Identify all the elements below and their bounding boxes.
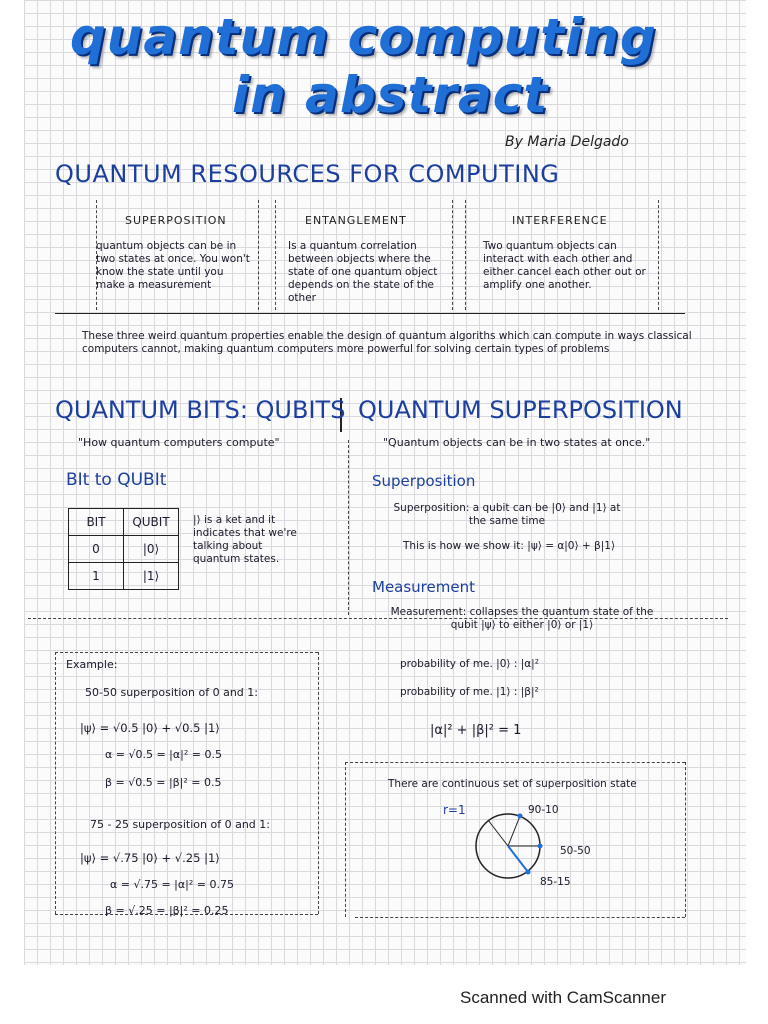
measurement-definition: Measurement: collapses the quantum state of the qubit |ψ⟩ to either |0⟩ or |1⟩ (390, 606, 654, 631)
example-2-state: |ψ⟩ = √.75 |0⟩ + √.25 |1⟩ (80, 851, 220, 865)
table-header: QUBIT (124, 509, 179, 536)
example-1-state: |ψ⟩ = √0.5 |0⟩ + √0.5 |1⟩ (80, 721, 220, 735)
col-text-interference: Two quantum objects can interact with each other and either cancel each other out or amplify one another. (483, 240, 646, 291)
table-header: BIT (69, 509, 124, 536)
section-divider (345, 762, 685, 763)
table-cell: |0⟩ (124, 536, 179, 563)
title-line-1: quantum computing (70, 8, 657, 66)
author: By Maria Delgado (505, 134, 629, 150)
example-1-alpha: α = √0.5 = |α|² = 0.5 (105, 748, 222, 761)
superposition-subheading: Superposition (372, 472, 476, 490)
example-1-title: 50-50 superposition of 0 and 1: (85, 686, 258, 699)
table-cell: 0 (69, 536, 124, 563)
point-50-50 (538, 844, 543, 849)
example-2-title: 75 - 25 superposition of 0 and 1: (90, 818, 270, 831)
col-title-entanglement: ENTANGLEMENT (305, 214, 407, 227)
col-text-superposition: quantum objects can be in two states at once. You won't know the state until you make a measurement (96, 240, 250, 291)
normalization-formula: |α|² + |β|² = 1 (430, 723, 522, 738)
divider (348, 440, 349, 615)
resources-heading: QUANTUM RESOURCES FOR COMPUTING (55, 160, 560, 188)
measurement-subheading: Measurement (372, 578, 475, 596)
divider (685, 762, 686, 917)
scanner-watermark: Scanned with CamScanner (460, 988, 667, 1007)
radius-line (488, 820, 508, 846)
radius-line (508, 846, 528, 872)
col-title-interference: INTERFERENCE (512, 214, 608, 227)
section-divider (355, 917, 685, 918)
superposition-formula: This is how we show it: |ψ⟩ = α|0⟩ + β|1⟩ (403, 540, 616, 552)
label-85-15: 85-15 (540, 876, 571, 888)
section-divider (55, 652, 318, 653)
example-1-beta: β = √0.5 = |β|² = 0.5 (105, 776, 222, 789)
radius-label: r=1 (443, 803, 466, 817)
bit-qubit-table (68, 508, 179, 590)
table-row (69, 563, 179, 590)
probability-zero: probability of me. |0⟩ : |α|² (400, 658, 539, 670)
example-2-alpha: α = √.75 = |α|² = 0.75 (110, 878, 234, 891)
probability-one: probability of me. |1⟩ : |β|² (400, 686, 539, 698)
divider (465, 200, 466, 310)
divider (658, 200, 659, 310)
radius-line (508, 816, 520, 846)
point-85-15 (526, 870, 531, 875)
divider (452, 200, 453, 310)
ket-note: |⟩ is a ket and it indicates that we're talking about quantum states. (193, 514, 297, 565)
divider (275, 200, 276, 310)
superposition-heading: QUANTUM SUPERPOSITION (358, 396, 683, 424)
qubits-heading: QUANTUM BITS: QUBITS (55, 396, 346, 424)
table-cell: |1⟩ (124, 563, 179, 590)
table-row (69, 536, 179, 563)
qubits-quote: "How quantum computers compute" (78, 436, 280, 449)
label-90-10: 90-10 (528, 804, 559, 816)
divider (55, 652, 56, 914)
table-cell: 1 (69, 563, 124, 590)
resources-summary: These three weird quantum properties enable the design of quantum algoriths which can compute in ways classical computers cannot, making quantum computers more powerful for solving certain types of problems (82, 330, 692, 355)
divider (318, 652, 319, 914)
example-label: Example: (66, 658, 118, 671)
superposition-quote: "Quantum objects can be in two states at once." (383, 436, 651, 449)
continuous-states-text: There are continuous set of superposition state (388, 778, 637, 790)
point-90-10 (518, 814, 523, 819)
superposition-definition: Superposition: a qubit can be |0⟩ and |1⟩ at the same time (393, 502, 621, 527)
title-line-2: in abstract (232, 66, 549, 124)
separator-line (55, 313, 685, 314)
label-50-50: 50-50 (560, 845, 591, 857)
divider (258, 200, 259, 310)
col-title-superposition: SUPERPOSITION (125, 214, 227, 227)
example-2-beta: β = √.25 = |β|² = 0.25 (105, 904, 229, 917)
divider (345, 762, 346, 917)
bit-to-qubit-heading: BIt to QUBIt (66, 470, 167, 490)
col-text-entanglement: Is a quantum correlation between objects where the state of one quantum object depends on the state of the other (288, 240, 438, 304)
